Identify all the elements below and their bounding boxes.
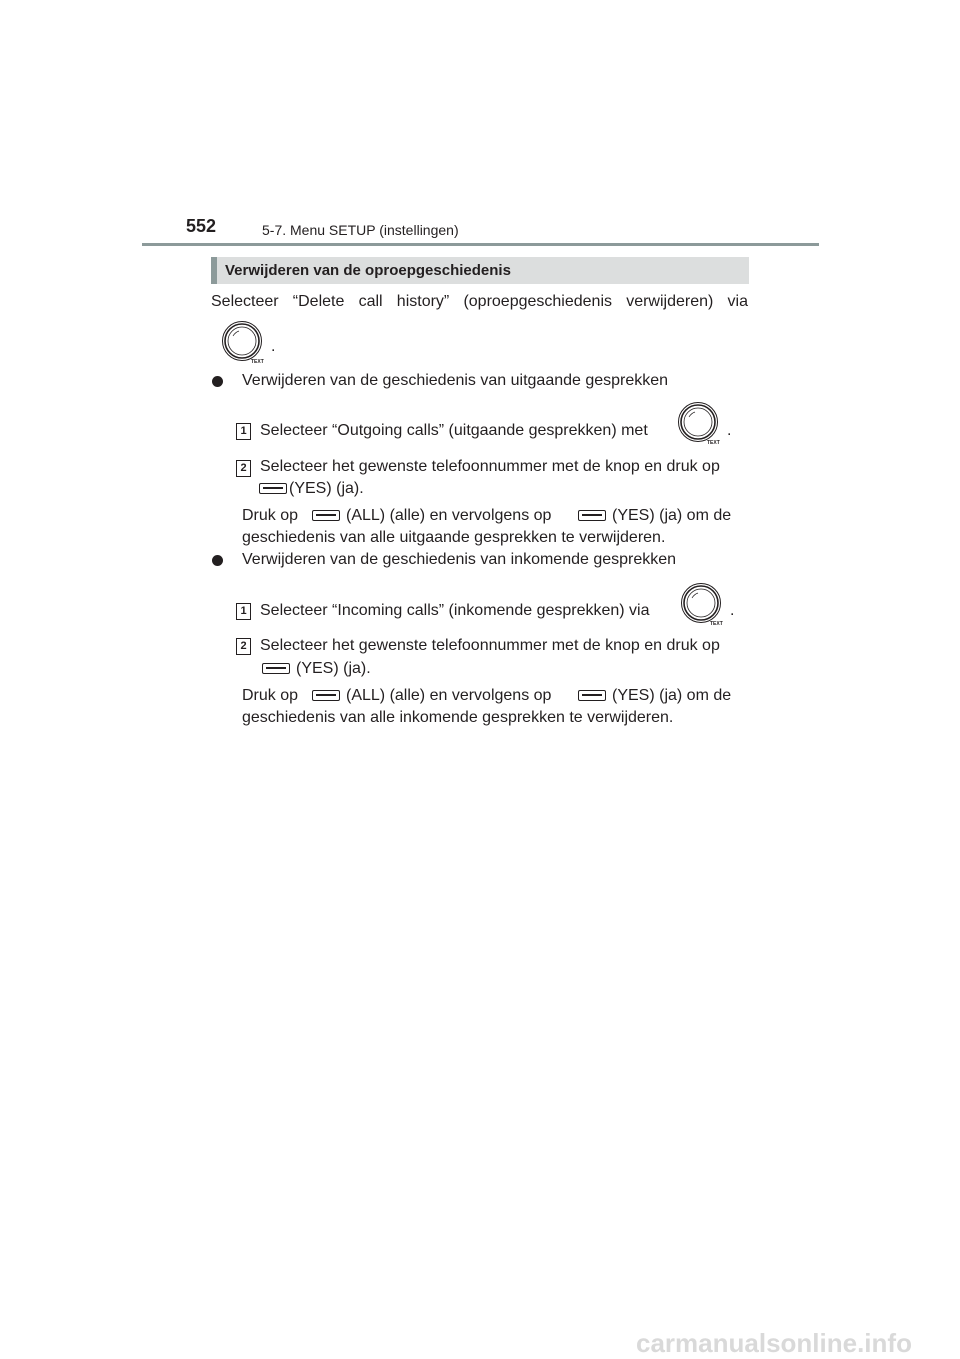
- bullet-icon: [212, 376, 223, 387]
- incoming-step1-text: Selecteer “Incoming calls” (inkomende gesprekken) via: [260, 602, 650, 619]
- incoming-step2-yes: (YES) (ja).: [296, 660, 371, 677]
- incoming-note-line2: geschiedenis van alle inkomende gesprekken te verwijderen.: [242, 709, 674, 726]
- step-number: 1: [236, 423, 251, 440]
- outgoing-step1-text: Selecteer “Outgoing calls” (uitgaande gesprekken) met: [260, 422, 648, 439]
- yes-button-icon: [259, 483, 287, 494]
- outgoing-note-c: (YES) (ja) om de: [612, 507, 732, 524]
- outgoing-step1-period: .: [727, 422, 732, 439]
- section-accent: [211, 257, 217, 284]
- outgoing-heading: Verwijderen van de geschiedenis van uitgaande gesprekken: [242, 372, 669, 389]
- step-number: 2: [236, 638, 251, 655]
- page-number: 552: [186, 216, 217, 236]
- yes-button-icon: [578, 510, 606, 521]
- outgoing-step2-text: Selecteer het gewenste telefoonnummer met de knop en druk op: [260, 458, 720, 475]
- step-number: 1: [236, 603, 251, 620]
- incoming-step1-period: .: [730, 602, 735, 619]
- incoming-heading: Verwijderen van de geschiedenis van inkomende gesprekken: [242, 551, 677, 568]
- all-button-icon: [312, 510, 340, 521]
- incoming-note-c: (YES) (ja) om de: [612, 687, 732, 704]
- yes-button-icon: [262, 663, 290, 674]
- all-button-icon: [312, 690, 340, 701]
- section-title: Verwijderen van de oproepgeschiedenis: [225, 262, 511, 279]
- bullet-icon: [212, 555, 223, 566]
- yes-button-icon: [578, 690, 606, 701]
- tune-select-dial-icon: [680, 582, 724, 626]
- section-heading: [211, 257, 749, 284]
- tune-select-dial-icon: [221, 320, 265, 364]
- incoming-note-a: Druk op: [242, 687, 299, 704]
- incoming-step2-text: Selecteer het gewenste telefoonnummer met de knop en druk op: [260, 637, 720, 654]
- header-rule: [142, 243, 819, 246]
- incoming-note-b: (ALL) (alle) en vervolgens op: [346, 687, 552, 704]
- intro-period: .: [271, 338, 276, 355]
- chapter-title: 5-7. Menu SETUP (instellingen): [262, 222, 459, 238]
- outgoing-note-a: Druk op: [242, 507, 299, 524]
- outgoing-step2-yes: (YES) (ja).: [289, 480, 364, 497]
- tune-select-dial-icon: [677, 401, 721, 445]
- intro-text: Selecteer “Delete call history” (oproepgeschiedenis verwijderen) via: [211, 293, 748, 310]
- step-number: 2: [236, 460, 251, 477]
- outgoing-note-b: (ALL) (alle) en vervolgens op: [346, 507, 552, 524]
- outgoing-note-line2: geschiedenis van alle uitgaande gesprekken te verwijderen.: [242, 529, 666, 546]
- watermark: carmanualsonline.info: [636, 1328, 912, 1358]
